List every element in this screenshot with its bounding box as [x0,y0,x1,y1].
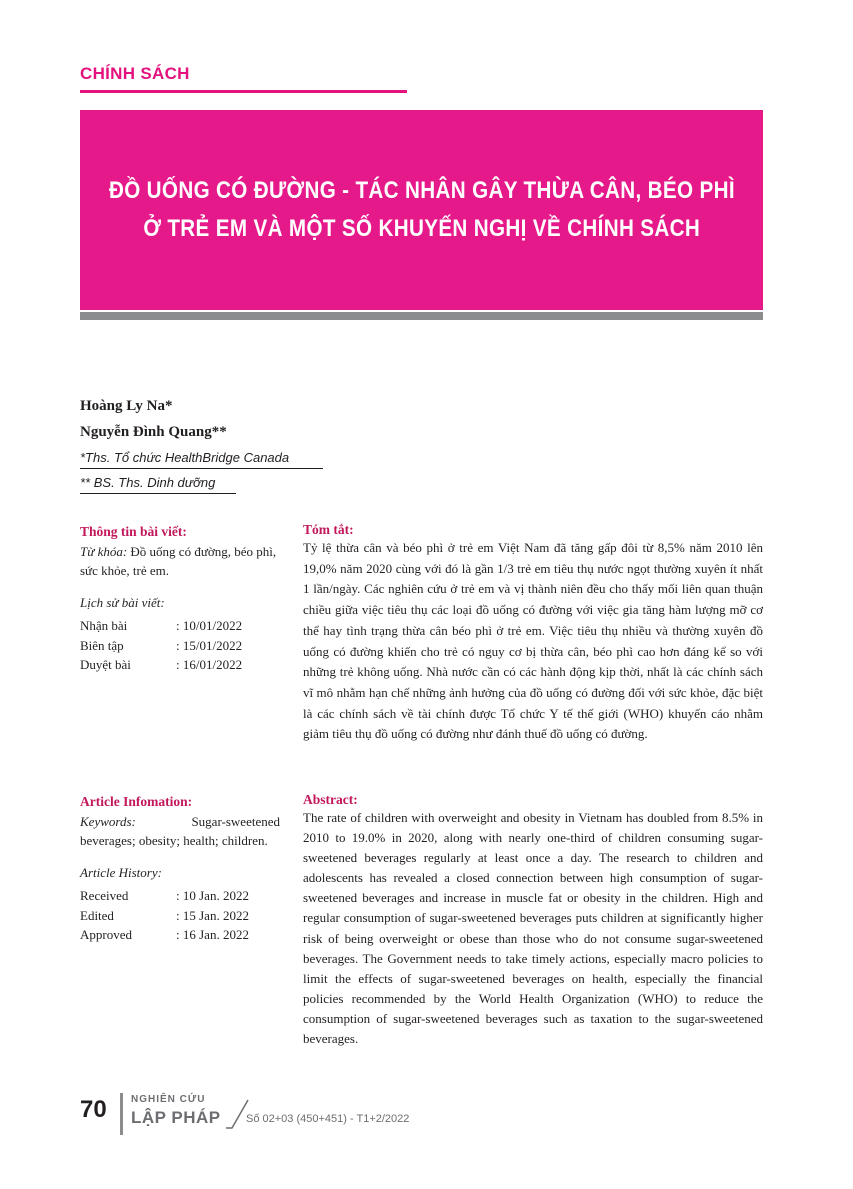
article-info-vi [80,522,280,675]
title-line-2: Ở TRẺ EM VÀ MỘT SỐ KHUYẾN NGHỊ VỀ CHÍNH SÁCH [143,215,700,242]
history-row [80,616,280,636]
history-row [80,925,280,945]
history-vi-label: Lịch sử bài viết: [80,594,165,610]
author-2: Nguyễn Đình Quang** [80,424,227,440]
author-1: Hoàng Ly Na* [80,398,173,414]
history-label: Nhận bài [80,618,128,633]
abstract-vi-heading: Tóm tắt: [303,522,354,537]
title-line-1: ĐỒ UỐNG CÓ ĐƯỜNG - TÁC NHÂN GÂY THỪA CÂN, BÉO PHÌ [108,177,735,204]
history-row [80,655,280,675]
history-vi-list [80,616,280,675]
history-value: : 15/01/2022 [176,637,243,653]
article-info-vi-heading: Thông tin bài viết: [80,524,187,539]
article-info-en-heading: Article Infomation: [80,794,193,809]
history-row [80,886,280,906]
history-row [80,636,280,656]
history-value: : 16 Jan. 2022 [176,927,249,942]
history-value: : 10 Jan. 2022 [176,888,249,903]
affiliation-2: ** BS. Ths. Dinh dưỡng [80,475,236,494]
keywords-en [80,812,280,851]
keywords-en-text: Sugar-sweetened beverages; obesity; health; children. [80,813,280,848]
history-label: Edited [80,907,114,923]
title-divider [80,312,763,320]
section-label: CHÍNH SÁCH [80,64,190,83]
article-info-en [80,792,280,945]
history-label: Received [80,888,129,903]
keywords-vi [80,542,280,581]
page-number: 70 [80,1096,107,1123]
journal-logo-bottom: LẬP PHÁP [131,1108,221,1127]
keywords-vi-text: Đồ uống có đường, béo phì, sức khỏe, trẻ em. [80,543,277,578]
abstract-vi [303,522,763,745]
history-label: Approved [80,927,132,942]
affiliation-1: *Ths. Tổ chức HealthBridge Canada [80,450,323,469]
keywords-vi-label: Từ khóa: [80,543,128,559]
history-label: Duyệt bài [80,657,131,672]
section-underline [80,90,407,93]
abstract-en [303,792,763,1049]
abstract-en-text: The rate of children with overweight and obesity in Vietnam has doubled from 8.5% in 2010 to 19.0% in 2020, along with nearly one-third of children consuming sugar-sweetened beverages regularly at least once a day. The research to children and adolescents has revealed a closed connection between high consumption of sugar-sweetened beverages and increase in muscle fat or obesity in the children. High and regular consumption of sugar-sweetened beverages puts children at significantly higher risk of being overweight or obese than those who do not consume sugar-sweetened beverages. The Government needs to take timely actions, especially macro policies to limit the effects of sugar-sweetened beverages on health, especially the financial policies recommended by the World Health Organization (WHO) to reduce the consumption of sugar-sweetened beverages such as taxation to the sugar-sweetened beverages. [303,810,763,1047]
history-value: : 15 Jan. 2022 [176,907,249,923]
history-en-list [80,886,280,945]
history-value: : 10/01/2022 [176,618,243,633]
footer-divider [120,1093,123,1135]
title-banner [80,110,763,310]
abstract-vi-text: Tỷ lệ thừa cân và béo phì ở trẻ em Việt Nam đã tăng gấp đôi từ 8,5% năm 2010 lên 19,0% năm 2020 cùng với đó là gần 1/3 trẻ em tiêu thụ nước ngọt thường xuyên ít nhất 1 lần/ngày. Các nghiên cứu ở trẻ em và vị thành niên đều cho thấy mối liên quan thuận chiều giữa việc tiêu thụ các loại đồ uống có đường với việc gia tăng hàm lượng mỡ cơ thể hay tình trạng thừa cân béo phì ở trẻ em. Việc tiêu thụ nhiều và thường xuyên đồ uống có đường khiến cho trẻ có nguy cơ bị thừa cân, béo phì cao hơn đáng kể so với những trẻ không uống. Nhà nước cần có các hành động kịp thời, nhất là các chính sách vĩ mô nhằm hạn chế những ảnh hưởng của đồ uống có đường đối với sức khỏe, đặc biệt là các chính sách về tài chính được Tổ chức Y tế thế giới (WHO) khuyến cáo nhằm giảm tiêu thụ đồ uống có đường như đánh thuế đồ uống có đường. [303,540,763,742]
abstract-en-heading: Abstract: [303,792,358,807]
issue-info: Số 02+03 (450+451) - T1+2/2022 [246,1113,410,1125]
history-en-label: Article History: [80,864,162,880]
history-row [80,906,280,926]
history-label: Biên tập [80,637,124,653]
history-value: : 16/01/2022 [176,657,243,672]
keywords-en-label: Keywords: [80,813,136,829]
journal-logo-top: NGHIÊN CỨU [131,1094,206,1105]
